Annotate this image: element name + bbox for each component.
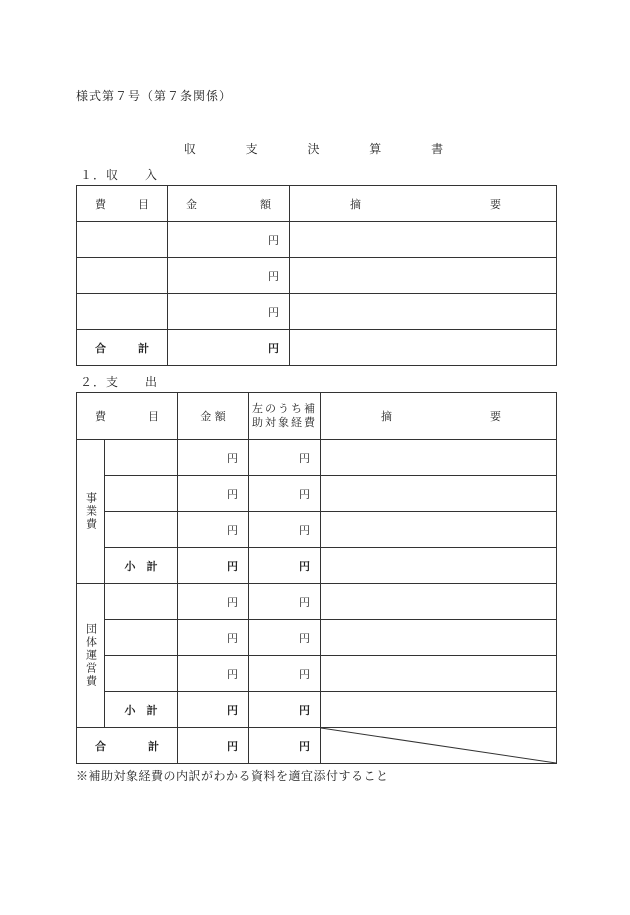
expense-total-row [77, 728, 557, 764]
expense-amount-cell[interactable]: 円 [178, 512, 249, 548]
document-title: 収 支 決 算 書 [183, 142, 467, 156]
expense-header-item: 費 目 [77, 393, 178, 440]
expense-item-cell[interactable] [105, 476, 178, 512]
expense-item-cell[interactable] [105, 656, 178, 692]
expense-row [77, 656, 557, 692]
income-total-amount[interactable]: 円 [168, 330, 290, 366]
income-total-row [77, 330, 557, 366]
income-row [77, 294, 557, 330]
income-summary-cell[interactable] [290, 294, 557, 330]
diagonal-line [321, 728, 556, 763]
income-amount-cell[interactable]: 円 [168, 222, 290, 258]
group-label-operation: 団体運営費 [77, 584, 105, 728]
income-total-label: 合 計 [77, 330, 168, 366]
income-item-cell[interactable] [77, 294, 168, 330]
expense-row [77, 620, 557, 656]
expense-header-row [77, 393, 557, 440]
expense-summary-cell[interactable] [321, 656, 557, 692]
income-row [77, 222, 557, 258]
income-table [76, 185, 557, 366]
income-amount-cell[interactable]: 円 [168, 294, 290, 330]
group-label-business: 事業費 [77, 440, 105, 584]
expense-row [77, 512, 557, 548]
expense-amount-cell[interactable]: 円 [178, 656, 249, 692]
expense-subsidy-cell[interactable]: 円 [249, 512, 321, 548]
expense-total-summary-crossed [321, 728, 557, 764]
subtotal-subsidy[interactable]: 円 [249, 548, 321, 584]
income-header-item: 費 目 [77, 186, 168, 222]
income-heading: １．収 入 [80, 168, 159, 182]
expense-summary-cell[interactable] [321, 620, 557, 656]
income-header-amount: 金 額 [168, 186, 290, 222]
income-summary-cell[interactable] [290, 258, 557, 294]
form-number: 様式第７号（第７条関係） [76, 89, 233, 103]
expense-subsidy-cell[interactable]: 円 [249, 476, 321, 512]
expense-row [77, 476, 557, 512]
subtotal-amount[interactable]: 円 [178, 692, 249, 728]
income-header-summary: 摘 要 [290, 186, 557, 222]
expense-item-cell[interactable] [105, 512, 178, 548]
expense-total-subsidy[interactable]: 円 [249, 728, 321, 764]
subtotal-label: 小 計 [105, 692, 178, 728]
expense-summary-cell[interactable] [321, 512, 557, 548]
expense-amount-cell[interactable]: 円 [178, 440, 249, 476]
expense-header-subsidy: 左のうち補助対象経費 [249, 393, 321, 440]
expense-item-cell[interactable] [105, 584, 178, 620]
expense-amount-cell[interactable]: 円 [178, 584, 249, 620]
expense-summary-cell[interactable] [321, 584, 557, 620]
expense-row [77, 440, 557, 476]
subtotal-row-operation [77, 692, 557, 728]
expense-table [76, 392, 557, 764]
expense-item-cell[interactable] [105, 620, 178, 656]
expense-summary-cell[interactable] [321, 476, 557, 512]
attachment-note: ※補助対象経費の内訳がわかる資料を適宜添付すること [76, 769, 389, 783]
subtotal-summary[interactable] [321, 548, 557, 584]
expense-header-amount: 金 額 [178, 393, 249, 440]
subtotal-label: 小 計 [105, 548, 178, 584]
income-summary-cell[interactable] [290, 222, 557, 258]
expense-summary-cell[interactable] [321, 440, 557, 476]
subtotal-subsidy[interactable]: 円 [249, 692, 321, 728]
income-amount-cell[interactable]: 円 [168, 258, 290, 294]
expense-subsidy-cell[interactable]: 円 [249, 656, 321, 692]
expense-amount-cell[interactable]: 円 [178, 476, 249, 512]
income-total-summary[interactable] [290, 330, 557, 366]
expense-row [77, 584, 557, 620]
income-header-row [77, 186, 557, 222]
expense-header-summary: 摘 要 [321, 393, 557, 440]
expense-item-cell[interactable] [105, 440, 178, 476]
subtotal-summary[interactable] [321, 692, 557, 728]
expense-subsidy-cell[interactable]: 円 [249, 620, 321, 656]
expense-subsidy-cell[interactable]: 円 [249, 440, 321, 476]
expense-total-label: 合 計 [77, 728, 178, 764]
expense-subsidy-cell[interactable]: 円 [249, 584, 321, 620]
income-item-cell[interactable] [77, 258, 168, 294]
income-row [77, 258, 557, 294]
expense-amount-cell[interactable]: 円 [178, 620, 249, 656]
subtotal-amount[interactable]: 円 [178, 548, 249, 584]
subtotal-row-business [77, 548, 557, 584]
income-item-cell[interactable] [77, 222, 168, 258]
expense-total-amount[interactable]: 円 [178, 728, 249, 764]
expense-heading: ２．支 出 [80, 375, 159, 389]
